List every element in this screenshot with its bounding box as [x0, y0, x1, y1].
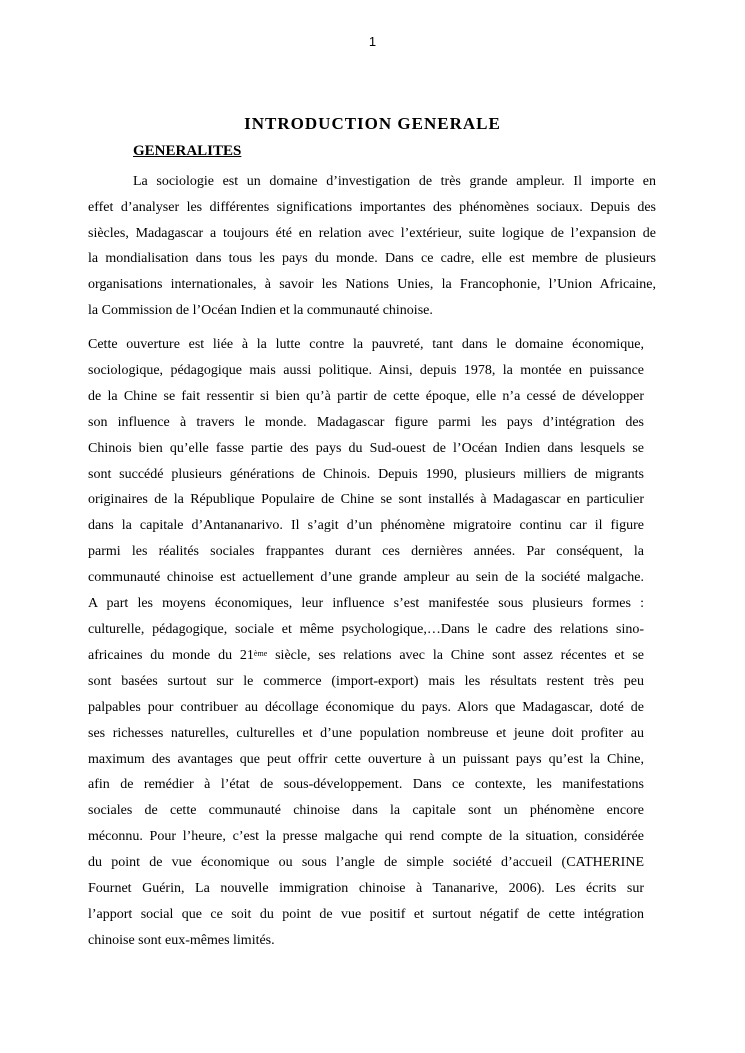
- line-text: siècle, ses relations avec la Chine sont assez récentes et se: [267, 647, 644, 663]
- page-number: 1: [368, 34, 377, 49]
- paragraph-line: Chinois bien qu’elle fasse partie des pays du Sud-ouest de l’Océan Indien dans lesquels se: [88, 440, 644, 456]
- paragraph-1: [88, 169, 656, 324]
- superscript: ème: [253, 648, 268, 658]
- paragraph-line: la mondialisation dans tous les pays du monde. Dans ce cadre, elle est membre de plusieurs: [88, 251, 656, 267]
- paragraph-line: maximum des avantages que peut offrir cette ouverture à un puissant pays qu’est la Chine,: [88, 751, 644, 767]
- paragraph-line: organisations internationales, à savoir les Nations Unies, la Francophonie, l’Union Africaine,: [88, 277, 656, 293]
- paragraph-line: sont succédé plusieurs générations de Chinois. Depuis 1990, plusieurs milliers de migrants: [88, 466, 644, 482]
- paragraph-line: ses richesses naturelles, culturelles et d’une population nombreuse et jeune doit profiter au: [88, 725, 644, 741]
- paragraph-line: originaires de la République Populaire de Chine se sont installés à Madagascar en particulier: [88, 492, 644, 508]
- paragraph-line: sociologique, pédagogique mais aussi politique. Ainsi, depuis 1978, la montée en puissance: [88, 362, 644, 378]
- paragraph-line: de la Chine se fait ressentir si bien qu’à partir de cette époque, elle n’a cessé de développer: [88, 388, 644, 404]
- paragraph-line: méconnu. Pour l’heure, c’est la presse malgache qui rend compte de la situation, considérée: [88, 829, 644, 845]
- paragraph-line: la Commission de l’Océan Indien et la communauté chinoise.: [88, 302, 433, 318]
- line-text: africaines du monde du 21: [88, 647, 254, 663]
- paragraph-line: son influence à travers le monde. Madagascar figure parmi les pays d’intégration des: [88, 414, 644, 430]
- paragraph-line: culturelle, pédagogique, sociale et même psychologique,…Dans le cadre des relations sino-: [88, 621, 644, 637]
- paragraph-line: Fournet Guérin, La nouvelle immigration chinoise à Tananarive, 2006). Les écrits sur: [88, 881, 644, 897]
- paragraph-line: Cette ouverture est liée à la lutte contre la pauvreté, tant dans le domaine économique,: [88, 337, 644, 352]
- paragraph-line: afin de remédier à l’état de sous-développement. Dans ce contexte, les manifestations: [88, 777, 644, 793]
- paragraph-line: La sociologie est un domaine d’investigation de très grande ampleur. Il importe en: [133, 174, 656, 189]
- paragraph-line: sont basées surtout sur le commerce (import-export) mais les résultats restent très peu: [88, 673, 644, 689]
- page-title: INTRODUCTION GENERALE: [244, 114, 501, 133]
- paragraph-line: chinoise sont eux-mêmes limités.: [88, 932, 275, 948]
- paragraph-line: l’apport social que ce soit du point de vue positif et surtout négatif de cette intégration: [88, 906, 644, 922]
- paragraph-line: A part les moyens économiques, leur influence s’est manifestée sous plusieurs formes :: [88, 596, 644, 612]
- paragraph-2: [88, 332, 644, 954]
- paragraph-line: sociales de cette communauté chinoise dans la capitale sont un phénomène encore: [88, 803, 644, 819]
- paragraph-line: du point de vue économique ou sous l’angle de simple société d’accueil (CATHERINE: [88, 855, 644, 871]
- paragraph-line: palpables pour contribuer au décollage économique du pays. Alors que Madagascar, doté de: [88, 699, 644, 715]
- section-heading: GENERALITES: [133, 143, 242, 159]
- paragraph-line: parmi les réalités sociales frappantes durant ces dernières années. Par conséquent, la: [88, 544, 644, 560]
- paragraph-line: [88, 643, 644, 669]
- paragraph-line: effet d’analyser les différentes significations importantes des phénomènes sociaux. Depuis des: [88, 199, 656, 215]
- paragraph-line: dans la capitale d’Antananarivo. Il s’agit d’un phénomène migratoire continu car il figure: [88, 518, 644, 534]
- paragraph-line: siècles, Madagascar a toujours été en relation avec l’extérieur, suite logique de l’expansion de: [88, 225, 656, 241]
- paragraph-line: communauté chinoise est actuellement d’une grande ampleur au sein de la société malgache.: [88, 570, 644, 586]
